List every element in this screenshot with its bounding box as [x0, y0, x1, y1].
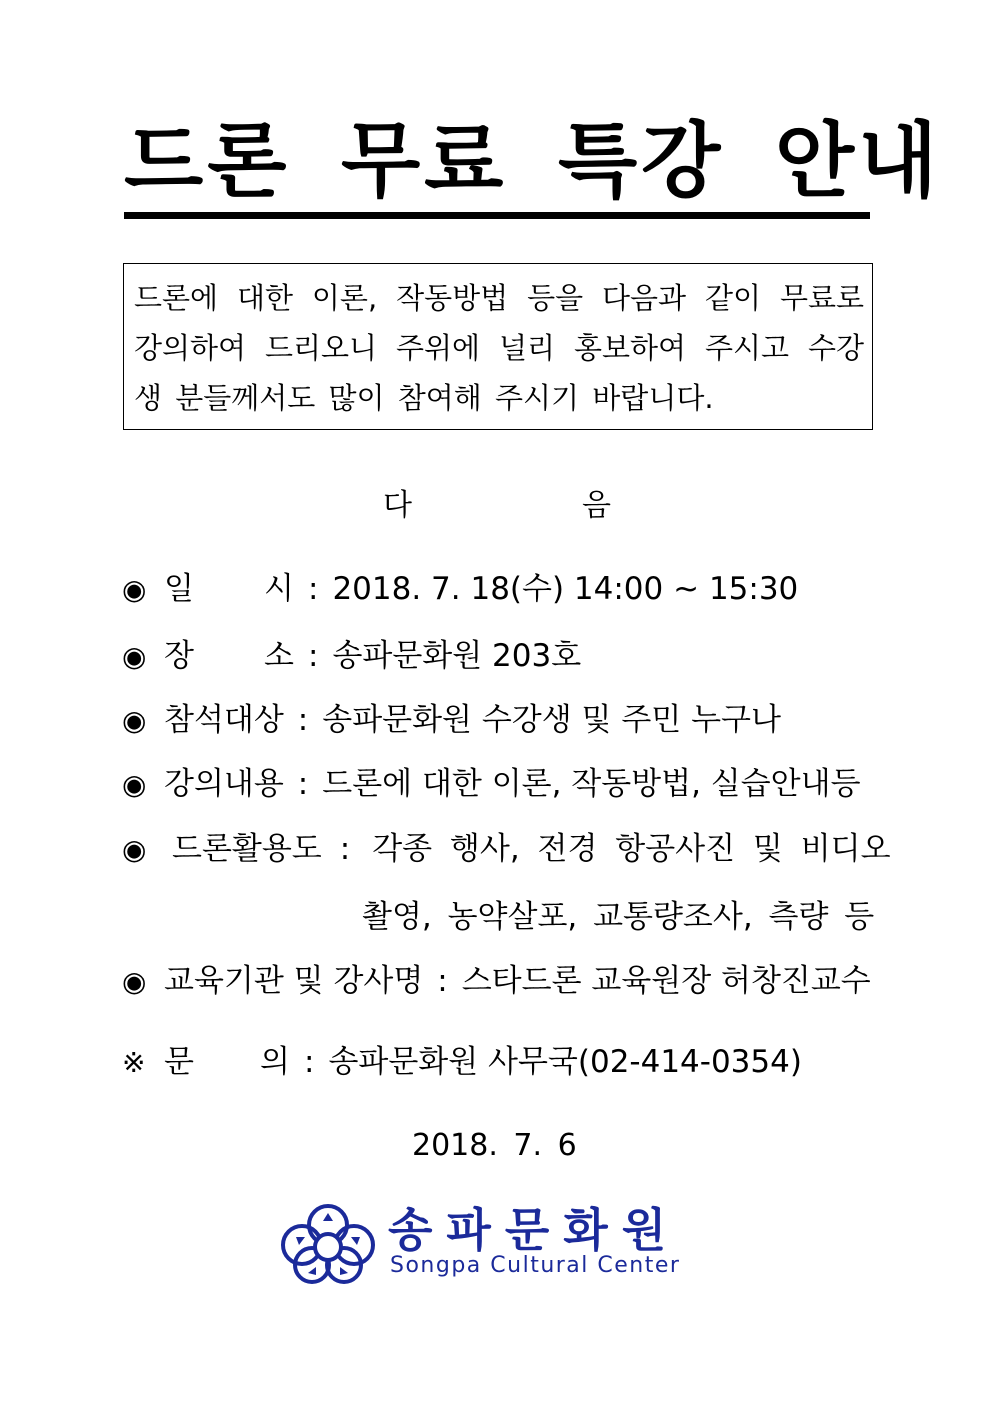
bullet-icon: ◉ [122, 704, 147, 737]
uses-item [122, 827, 891, 872]
logo-subtitle: Songpa Cultural Center [390, 1253, 681, 1278]
intro-line-2: 강의하여 드리오니 주위에 널리 홍보하여 주시고 수강 [134, 331, 864, 365]
inquiry-value: 송파문화원 사무국(02-414-0354) [328, 1044, 802, 1080]
audience-label: 참석대상 [164, 702, 284, 738]
uses-item-continued [362, 895, 874, 939]
songpa-logo [272, 1203, 722, 1285]
audience-value: 송파문화원 수강생 및 주민 누구나 [322, 702, 781, 738]
place-label-b: 소 [264, 638, 294, 674]
bullet-icon: ◉ [122, 573, 147, 606]
intro-box [123, 263, 873, 430]
intro-line-1: 드론에 대한 이론, 작동방법 등을 다음과 같이 무료로 [134, 281, 864, 315]
content-item [122, 762, 861, 807]
flower-emblem-icon [272, 1203, 384, 1285]
instructor-value: 스타드론 교육원장 허창진교수 [461, 963, 871, 999]
uses-label: 드론활용도 [172, 831, 322, 867]
page-title: 드론 무료 특강 안내 [124, 114, 942, 209]
bullet-icon: ◉ [122, 640, 147, 673]
inquiry-item [122, 1040, 802, 1085]
colon: : [437, 963, 448, 999]
heading-right: 음 [582, 488, 611, 523]
logo-name: 송파문화원 [388, 1203, 681, 1257]
title-underline [124, 212, 870, 219]
bullet-icon: ◉ [122, 833, 147, 866]
schedule-value: 2018. 7. 18(수) 14:00 ~ 15:30 [332, 571, 799, 607]
colon: : [308, 638, 319, 674]
content-label: 강의내용 [164, 766, 284, 802]
colon: : [304, 1044, 315, 1080]
colon: : [308, 571, 319, 607]
schedule-label-b: 시 [264, 571, 294, 607]
instructor-label: 교육기관 및 강사명 [164, 963, 424, 999]
instructor-item [122, 959, 871, 1004]
heading-left: 다 [383, 488, 412, 523]
intro-line-3: 생 분들께서도 많이 참여해 주시기 바랍니다. [134, 381, 714, 415]
content-value: 드론에 대한 이론, 작동방법, 실습안내등 [322, 766, 861, 802]
colon: : [297, 766, 309, 802]
reference-mark-icon: ※ [122, 1046, 146, 1079]
colon: : [339, 831, 351, 867]
bullet-icon: ◉ [122, 965, 147, 998]
inquiry-label [164, 1040, 290, 1084]
place-label [164, 634, 294, 678]
issue-date: 2018. 7. 6 [412, 1128, 577, 1163]
audience-item [122, 698, 781, 743]
uses-value-line2: 촬영, 농약살포, 교통량조사, 측량 등 [362, 899, 875, 935]
place-item [122, 634, 581, 679]
inquiry-label-a: 문 [164, 1044, 194, 1080]
schedule-label-a: 일 [164, 571, 194, 607]
place-value: 송파문화원 203호 [332, 638, 582, 674]
schedule-label [164, 567, 294, 611]
colon: : [297, 702, 309, 738]
schedule-item [122, 567, 798, 612]
place-label-a: 장 [164, 638, 194, 674]
bullet-icon: ◉ [122, 768, 147, 801]
inquiry-label-b: 의 [260, 1044, 290, 1080]
uses-value-line1: 각종 행사, 전경 항공사진 및 비디오 [372, 831, 891, 867]
